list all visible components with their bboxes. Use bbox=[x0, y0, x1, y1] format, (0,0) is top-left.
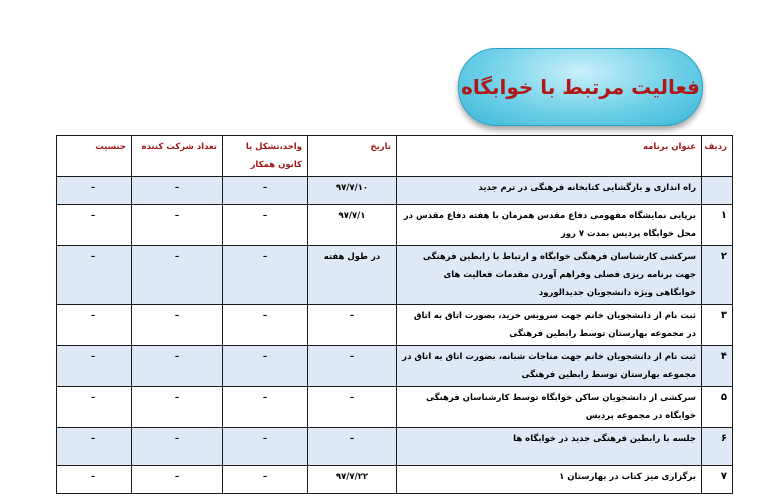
row-date: ۹۷/۷/۱۰ bbox=[308, 177, 397, 205]
row-gender: – bbox=[57, 305, 132, 346]
row-unit: – bbox=[223, 177, 308, 205]
table-row bbox=[57, 177, 733, 205]
header-radif: ردیف bbox=[702, 136, 733, 177]
row-count: – bbox=[132, 346, 223, 387]
row-gender: – bbox=[57, 466, 132, 494]
table-header-row bbox=[57, 136, 733, 177]
row-count: – bbox=[132, 466, 223, 494]
row-date: ۹۷/۷/۱ bbox=[308, 205, 397, 246]
row-unit: – bbox=[223, 466, 308, 494]
table-row bbox=[57, 466, 733, 494]
row-number: ۷ bbox=[702, 466, 733, 494]
row-number: ۱ bbox=[702, 205, 733, 246]
row-gender: – bbox=[57, 346, 132, 387]
header-title: عنوان برنامه bbox=[397, 136, 702, 177]
row-title: ثبت نام از دانشجویان خانم جهت مناجات شبانه، بصورت اتاق به اتاق در مجموعه بهارستان توسط رابطین فرهنگی bbox=[397, 346, 702, 387]
row-date: – bbox=[308, 305, 397, 346]
row-title: راه اندازی و بازگشایی کتابخانه فرهنگی در ترم جدید bbox=[397, 177, 702, 205]
table-row bbox=[57, 428, 733, 466]
row-unit: – bbox=[223, 305, 308, 346]
row-unit: – bbox=[223, 205, 308, 246]
row-number: ۲ bbox=[702, 246, 733, 305]
row-date: ۹۷/۷/۲۲ bbox=[308, 466, 397, 494]
page-title: فعالیت مرتبط با خوابگاه bbox=[461, 75, 700, 99]
row-count: – bbox=[132, 177, 223, 205]
header-date: تاریخ bbox=[308, 136, 397, 177]
row-unit: – bbox=[223, 428, 308, 466]
row-unit: – bbox=[223, 246, 308, 305]
row-unit: – bbox=[223, 387, 308, 428]
activities-table bbox=[56, 135, 733, 494]
table-row bbox=[57, 346, 733, 387]
row-gender: – bbox=[57, 387, 132, 428]
row-gender: – bbox=[57, 428, 132, 466]
row-count: – bbox=[132, 305, 223, 346]
header-unit: واحد،تشکل یا کانون همکار bbox=[223, 136, 308, 177]
row-title: سرکشی کارشناسان فرهنگی خوابگاه و ارتباط با رابطین فرهنگی جهت برنامه ریزی فصلی وفراهم آوردن مقدمات فعالیت های خوابگاهی ویژه دانشجویان جدیدالورود bbox=[397, 246, 702, 305]
row-number: ۵ bbox=[702, 387, 733, 428]
row-count: – bbox=[132, 428, 223, 466]
row-unit: – bbox=[223, 346, 308, 387]
row-count: – bbox=[132, 205, 223, 246]
row-number bbox=[702, 177, 733, 205]
table-row bbox=[57, 205, 733, 246]
table-row bbox=[57, 387, 733, 428]
row-title: ثبت نام از دانشجویان خانم جهت سرویس خرید، بصورت اتاق به اتاق در مجموعه بهارستان توسط رابطین فرهنگی bbox=[397, 305, 702, 346]
row-gender: – bbox=[57, 246, 132, 305]
row-date: در طول هفته bbox=[308, 246, 397, 305]
row-count: – bbox=[132, 387, 223, 428]
row-number: ۳ bbox=[702, 305, 733, 346]
title-banner bbox=[458, 48, 703, 126]
row-gender: – bbox=[57, 205, 132, 246]
header-count: تعداد شرکت کننده bbox=[132, 136, 223, 177]
row-date: – bbox=[308, 346, 397, 387]
header-gender: جنسیت bbox=[57, 136, 132, 177]
row-date: – bbox=[308, 428, 397, 466]
row-title: برگزاری میز کتاب در بهارستان ۱ bbox=[397, 466, 702, 494]
row-number: ۴ bbox=[702, 346, 733, 387]
row-title: برپایی نمایشگاه مفهومی دفاع مقدس همزمان با هفته دفاع مقدس در محل خوابگاه پردیس بمدت ۷ روز bbox=[397, 205, 702, 246]
row-gender: – bbox=[57, 177, 132, 205]
row-date: – bbox=[308, 387, 397, 428]
table-row bbox=[57, 246, 733, 305]
row-title: سرکشی از دانشجویان ساکن خوابگاه توسط کارشناسان فرهنگی خوابگاه در مجموعه پردیس bbox=[397, 387, 702, 428]
row-title: جلسه با رابطین فرهنگی جدید در خوابگاه ها bbox=[397, 428, 702, 466]
table-row bbox=[57, 305, 733, 346]
row-number: ۶ bbox=[702, 428, 733, 466]
row-count: – bbox=[132, 246, 223, 305]
